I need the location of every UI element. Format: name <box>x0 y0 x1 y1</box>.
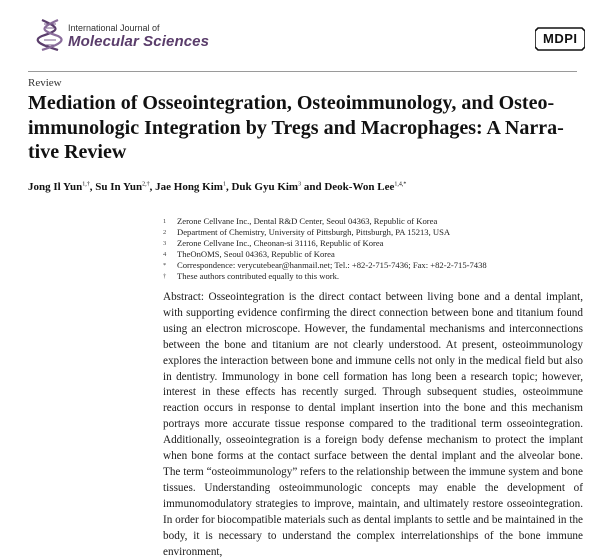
affiliation-list <box>163 216 583 282</box>
affiliation-mark: 3 <box>163 240 167 247</box>
affiliation-item <box>163 227 583 238</box>
author-affil-mark: 3 <box>298 181 302 188</box>
equal-contribution-text: These authors contributed equally to this work. <box>177 271 340 281</box>
journal-name: Molecular Sciences <box>68 33 210 50</box>
author-name: Jae Hong Kim <box>155 181 223 193</box>
affiliation-mark: † <box>163 273 167 280</box>
publisher-logo-text: MDPI <box>543 31 578 46</box>
dna-helix-icon <box>36 18 66 52</box>
affiliation-item <box>163 249 583 260</box>
abstract-text: Abstract: Osseointegration is the direct contact between living bone and a dental implant, with supporting evidence confirming the direct connection between bone and titanium found using an electron microscope. However, the fundamental mechanisms and interconnections between the bone and titanium are not clearly understood. At present, osteoimmunology explores the interaction between bone and immune cells not only in the medical field but also in dentistry. Immunology in bone cell formation has long been a research topic; however, interest in these effects has recently surged. Through subsequent studies, osteoimmune reaction occurs in response to dental implant insertion into the bone and this mechanism portrays more accurate tissue response compared to the traditional term osseointegration. Additionally, osseointegration is a foreign body defense mechanism to protect the implant when bone forms at the contact surface between the dental implant and the alveolar bone. The term “osteoimmunology” refers to the relationship between the immune system and bone tissues. Understanding osteoimmunologic concepts may enable the development of immunomodulatory strategies to improve, maintain, and ultimately restore osseointegration. In order for biocompatible materials such as dental implants to settle and be maintained in the body, it is necessary to understand the complex interrelationships of the bone immune environment, <box>163 291 583 558</box>
author-name: Deok-Won Lee <box>324 181 395 193</box>
author-affil-mark: 1,† <box>82 181 90 188</box>
author-affil-mark: 2,† <box>142 181 150 188</box>
affiliation-mark: 1 <box>163 218 167 225</box>
correspondence-text: Correspondence: verycutebear@hanmail.net; Tel.: +82-2-715-7436; Fax: +82-2-715-7438 <box>177 260 487 270</box>
affiliation-mark: 2 <box>163 229 167 236</box>
journal-header <box>0 0 600 70</box>
article-type: Review <box>28 77 62 89</box>
author-name: Jong Il Yun <box>28 181 83 193</box>
author-list: Jong Il Yun$^{1,\dagger}$, Su In Yun$^{2,\dagger}$, Jae Hong Kim$^1$, Duk Gyu Kim$^3$ and Deok-Won Lee$^{1,4,*}$ <box>28 181 407 193</box>
affiliation-mark: * <box>163 262 167 269</box>
journal-prefix: International Journal of <box>68 23 160 33</box>
affiliation-text: TheOnOMS, Seoul 04363, Republic of Korea <box>177 249 335 259</box>
author-affil-mark: 1,4,* <box>394 181 407 188</box>
equal-contribution-note <box>163 271 583 282</box>
author-name: Duk Gyu Kim <box>231 181 299 193</box>
affiliation-mark: 4 <box>163 251 167 258</box>
article-title: Mediation of Osseointegration, Osteoimmunology, and Osteo-immunologic Integration by Tregs and Macrophages: A Narra-tive Review <box>28 92 564 163</box>
affiliation-text: Zerone Cellvane Inc., Cheonan-si 31116, Republic of Korea <box>177 238 384 248</box>
author-affil-mark: 1 <box>222 181 226 188</box>
header-rule <box>28 71 577 72</box>
correspondence-item <box>163 260 583 271</box>
affiliation-item <box>163 216 583 227</box>
author-name: Su In Yun <box>95 181 143 193</box>
affiliation-text: Department of Chemistry, University of Pittsburgh, Pittsburgh, PA 15213, USA <box>177 227 451 237</box>
affiliation-text: Zerone Cellvane Inc., Dental R&D Center, Seoul 04363, Republic of Korea <box>177 216 438 226</box>
affiliation-item <box>163 238 583 249</box>
